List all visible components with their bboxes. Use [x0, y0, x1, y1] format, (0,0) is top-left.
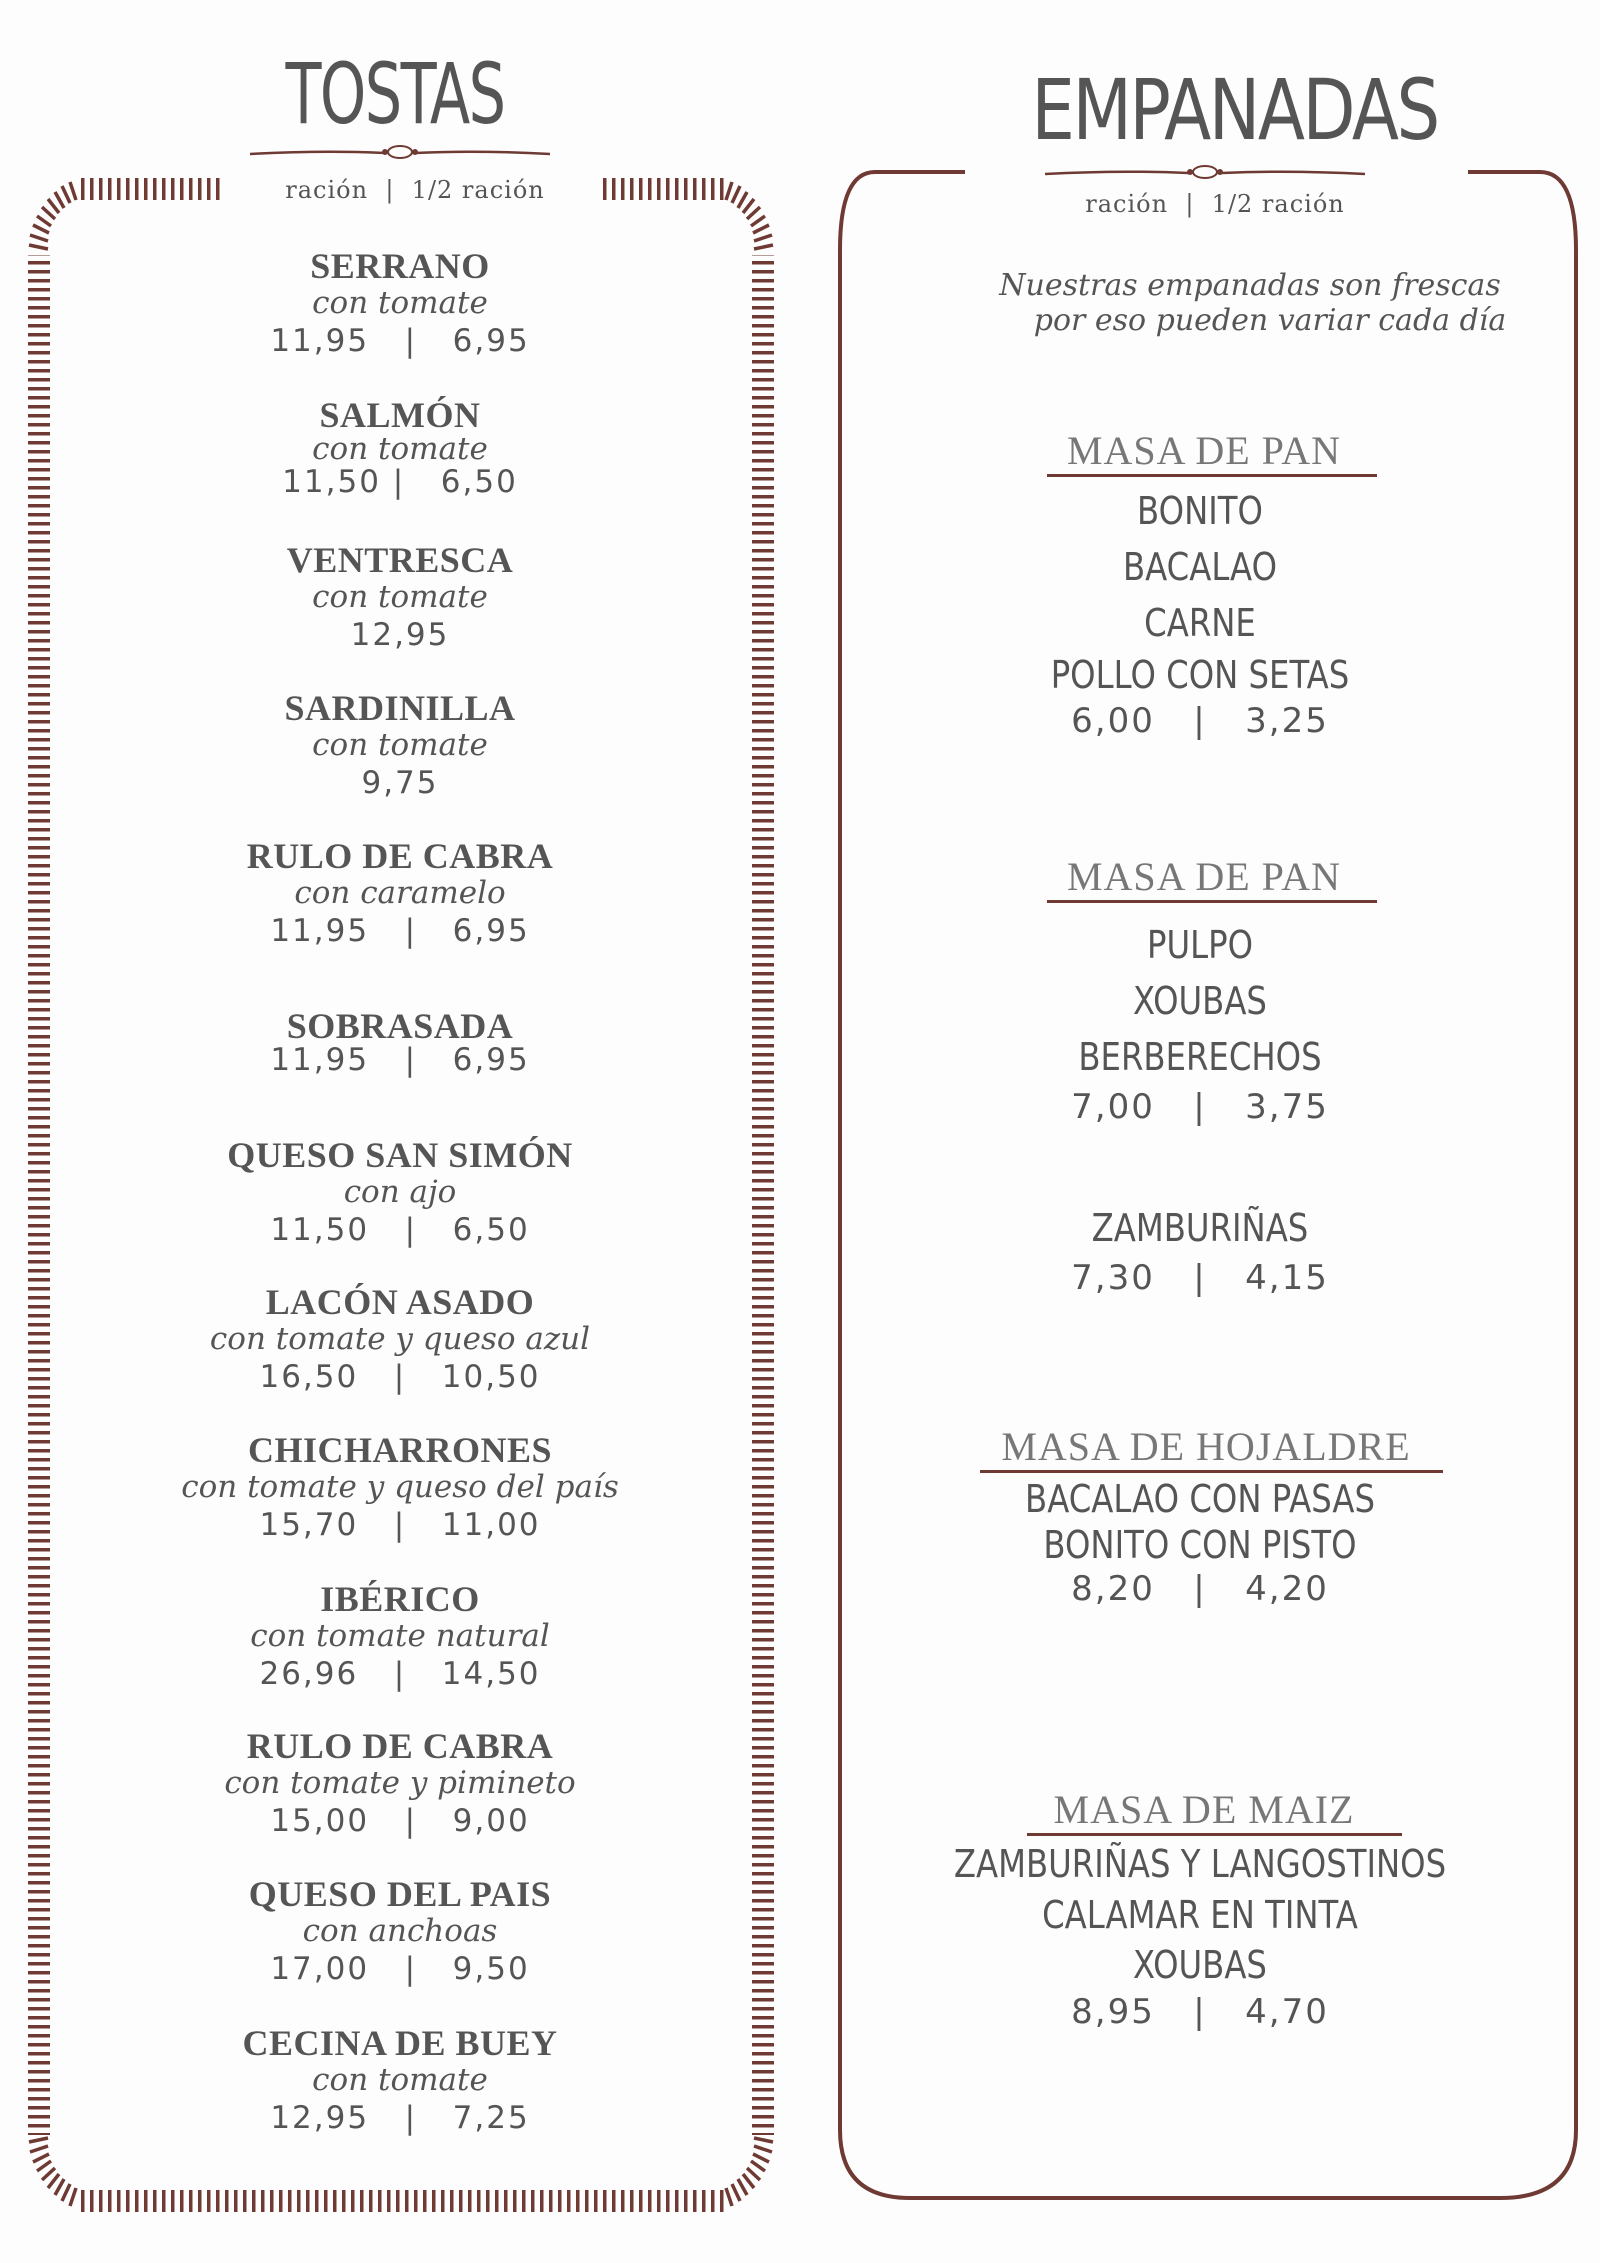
empanada-item: BACALAO CON PASAS: [1025, 1477, 1375, 1521]
tosta-item: [120, 1431, 680, 1545]
tosta-name: SARDINILLA: [284, 688, 516, 728]
empanada-section: [800, 854, 1600, 1129]
section-heading-underline: [1027, 1833, 1402, 1836]
tosta-name: SOBRASADA: [286, 1006, 514, 1046]
empanada-price: 8,95 | 4,70: [1071, 1992, 1329, 2032]
tosta-desc: con tomate: [312, 727, 488, 763]
tosta-name: CHICHARRONES: [247, 1430, 553, 1470]
section-heading: MASA DE PAN: [1066, 428, 1342, 473]
empanadas-note-line1: Nuestras empanadas son frescas: [999, 268, 1501, 303]
tosta-desc: con tomate natural: [250, 1618, 550, 1654]
tosta-price: 26,96 | 14,50: [259, 1656, 541, 1692]
empanada-item: BONITO CON PISTO: [1043, 1523, 1357, 1567]
empanada-section: [800, 1200, 1600, 1300]
empanada-section: [800, 1787, 1600, 2034]
tosta-price: 11,95 | 6,95: [270, 1042, 530, 1078]
tosta-price: 11,95 | 6,95: [270, 323, 530, 359]
tosta-name: IBÉRICO: [320, 1579, 480, 1619]
tosta-name: SERRANO: [310, 246, 490, 286]
tosta-desc: con ajo: [343, 1174, 457, 1210]
empanada-price: 7,00 | 3,75: [1071, 1087, 1329, 1127]
empanada-item: CARNE: [1144, 601, 1256, 645]
empanada-item: ZAMBURIÑAS: [1091, 1206, 1309, 1250]
tosta-price: 17,00 | 9,50: [270, 1951, 530, 1987]
empanada-item: XOUBAS: [1133, 1943, 1267, 1987]
empanada-item: POLLO CON SETAS: [1050, 653, 1350, 697]
tosta-price: 11,50 | 6,50: [270, 1212, 530, 1248]
empanadas-title-ornament: [1040, 160, 1370, 184]
empanada-item: CALAMAR EN TINTA: [1042, 1893, 1358, 1937]
tosta-item: [120, 396, 680, 500]
tosta-price: 11,50 | 6,50: [282, 464, 518, 500]
section-heading-underline: [1047, 474, 1377, 477]
empanada-item: PULPO: [1146, 923, 1254, 967]
empanada-price: 6,00 | 3,25: [1071, 701, 1329, 741]
tosta-price: 12,95: [350, 617, 450, 653]
tosta-name: QUESO SAN SIMÓN: [227, 1135, 573, 1175]
tostas-subheader: ración | 1/2 ración: [285, 176, 545, 204]
section-heading-underline: [980, 1470, 1443, 1473]
tosta-desc: con tomate y queso del país: [181, 1469, 619, 1505]
empanada-section: [800, 428, 1600, 743]
tosta-desc: con tomate: [312, 285, 488, 321]
tosta-price: 9,75: [361, 765, 439, 801]
empanadas-panel: [800, 0, 1600, 2263]
tosta-item: [120, 1727, 680, 1841]
tostas-title: TOSTAS: [285, 45, 505, 143]
section-heading: MASA DE MAIZ: [1053, 1787, 1355, 1832]
tosta-desc: con tomate: [312, 2062, 488, 2098]
empanada-price: 7,30 | 4,15: [1071, 1258, 1329, 1298]
tosta-desc: con caramelo: [294, 875, 506, 911]
tosta-desc: con anchoas: [302, 1913, 498, 1949]
tosta-price: 15,70 | 11,00: [259, 1507, 541, 1543]
tosta-item: [120, 1580, 680, 1694]
section-heading: MASA DE HOJALDRE: [1001, 1424, 1411, 1469]
section-heading: MASA DE PAN: [1066, 854, 1342, 899]
tosta-item: [120, 1006, 680, 1078]
tosta-name: VENTRESCA: [286, 540, 514, 580]
tosta-item: [120, 1136, 680, 1250]
tosta-name: LACÓN ASADO: [265, 1282, 535, 1322]
tosta-item: [120, 689, 680, 803]
tosta-item: [120, 837, 680, 951]
tosta-name: CECINA DE BUEY: [242, 2023, 558, 2063]
empanada-item: BACALAO: [1122, 545, 1278, 589]
tosta-name: RULO DE CABRA: [246, 1726, 554, 1766]
empanada-item: XOUBAS: [1133, 979, 1267, 1023]
empanada-item: BONITO: [1137, 489, 1263, 533]
tosta-name: RULO DE CABRA: [246, 836, 554, 876]
tosta-desc: con tomate: [312, 579, 488, 615]
tosta-price: 16,50 | 10,50: [259, 1359, 541, 1395]
tosta-desc: con tomate y queso azul: [209, 1321, 591, 1357]
tosta-name: QUESO DEL PAIS: [248, 1874, 552, 1914]
empanada-section: [800, 1424, 1600, 1611]
tosta-desc: con tomate y pimineto: [224, 1765, 576, 1801]
tosta-price: 15,00 | 9,00: [270, 1803, 530, 1839]
empanadas-title: EMPANADAS: [1031, 61, 1438, 159]
empanada-item: BERBERECHOS: [1078, 1035, 1322, 1079]
tosta-desc: con tomate: [312, 431, 488, 467]
empanadas-note-line2: por eso pueden variar cada día: [1033, 303, 1507, 338]
tosta-name: SALMÓN: [319, 395, 481, 435]
tosta-item: [120, 1875, 680, 1989]
empanada-price: 8,20 | 4,20: [1071, 1569, 1329, 1609]
tosta-item: [120, 247, 680, 361]
tosta-price: 11,95 | 6,95: [270, 913, 530, 949]
tosta-item: [120, 1283, 680, 1397]
tosta-item: [120, 2024, 680, 2138]
section-heading-underline: [1047, 900, 1377, 903]
empanada-item: ZAMBURIÑAS Y LANGOSTINOS: [953, 1842, 1447, 1886]
empanadas-subheader: ración | 1/2 ración: [1085, 190, 1345, 218]
tosta-price: 12,95 | 7,25: [270, 2100, 530, 2136]
tosta-item: [120, 541, 680, 655]
